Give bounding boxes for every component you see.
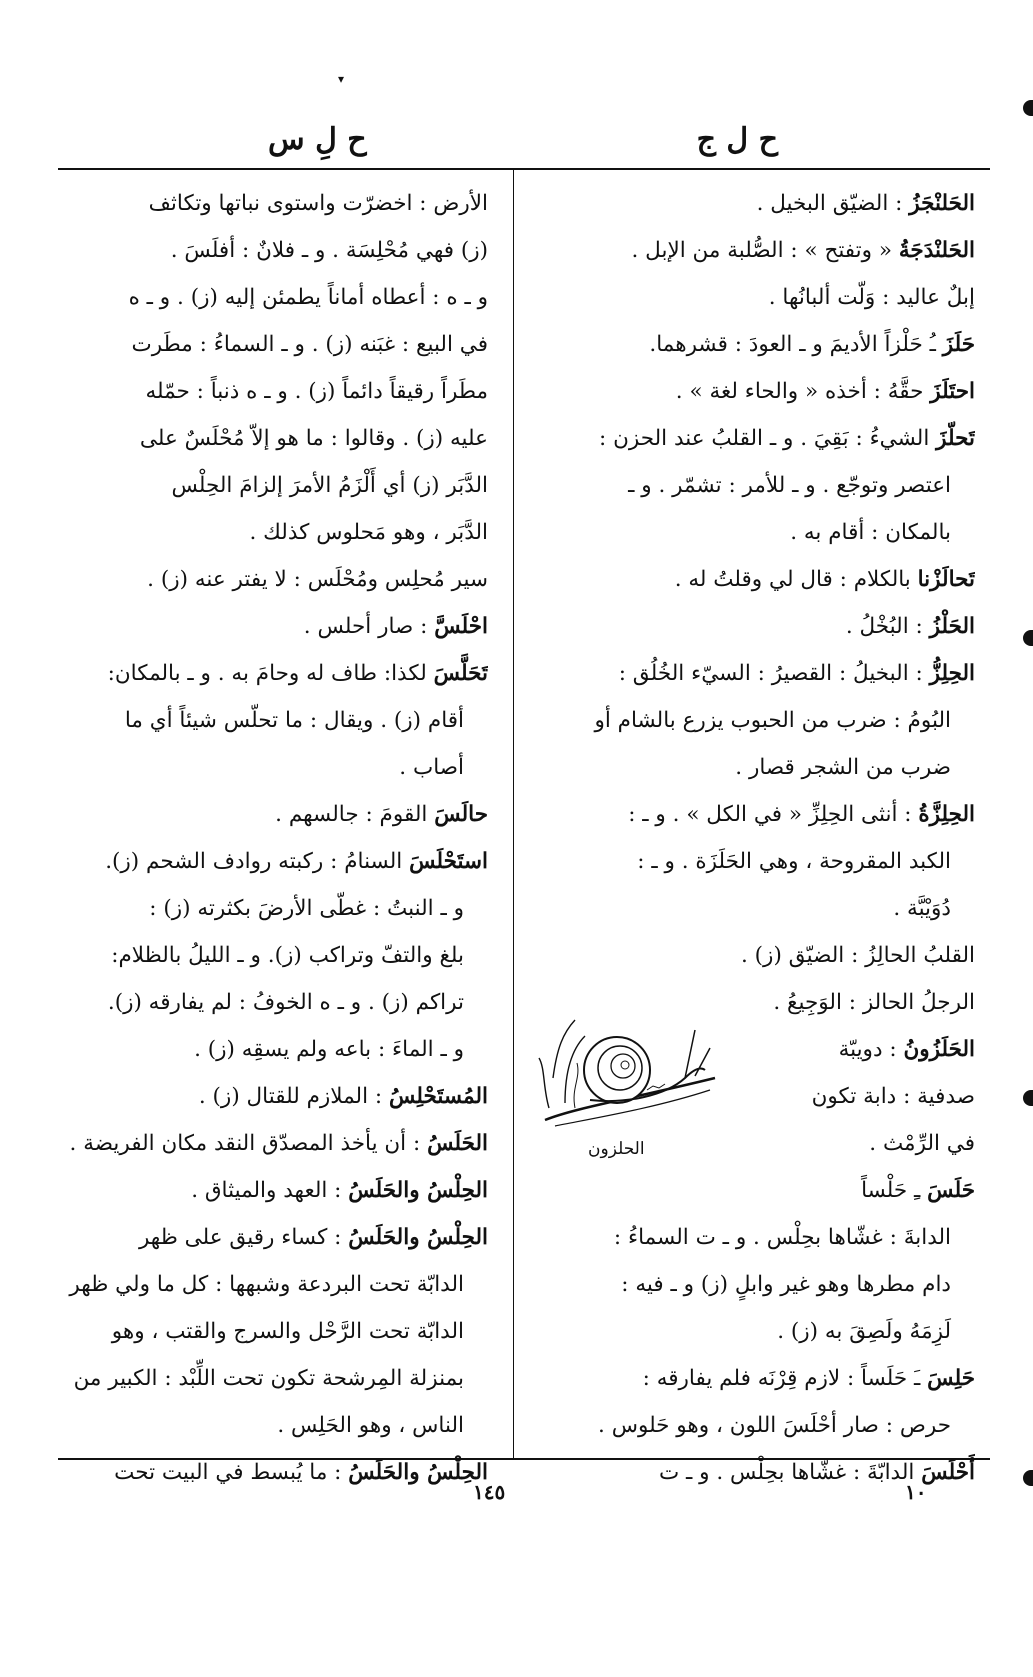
edge-mark [1023, 1090, 1033, 1106]
definition-text: إبلٌ عاليد : وَلّت ألبانُها . [768, 285, 975, 310]
right-entry-line [543, 744, 975, 791]
definition-text: : صار أحلس . [303, 614, 435, 639]
definition-text: الدابةَ : غشّاها بحِلْس . و ـ ت السماءُ : [613, 1225, 951, 1250]
left-entry-line [56, 697, 488, 744]
left-entry-line [56, 368, 488, 415]
right-entry-line [543, 838, 975, 885]
headword: الحَلَسُ [427, 1131, 488, 1156]
right-entry-line [543, 650, 975, 697]
headword: احْلَسَّ [434, 614, 488, 639]
column-divider [513, 168, 514, 1458]
left-entry-line [56, 1402, 488, 1449]
left-entry-line [56, 838, 488, 885]
right-entry-line [775, 1026, 975, 1073]
definition-text: (ز) فهي مُحْلِسَة . و ـ فلانٌ : أفلَسَ . [170, 238, 488, 263]
definition-text: : أنثى الحِلِزِّ « في الكل » . و ـ : [628, 802, 919, 827]
definition-text: : الملازم للقتال (ز) . [198, 1084, 389, 1109]
headword: استَحْلَسَ [409, 849, 488, 874]
definition-text: الدابّة تحت الرَّحْل والسرج والقتب ، وهو [111, 1319, 464, 1344]
left-entry-line [56, 932, 488, 979]
edge-mark [1023, 100, 1033, 116]
definition-text: : ما يُبسط في البيت تحت [114, 1460, 349, 1485]
definition-text: ضرب من الشجر قصار . [735, 755, 951, 780]
definition-text: : أن يأخذ المصدّق النقد مكان الفريضة . [69, 1131, 428, 1156]
right-entry-line [543, 227, 975, 274]
left-entry-line [56, 1449, 488, 1496]
right-entry-line [543, 1402, 975, 1449]
headword: الحَلْزُ [929, 614, 975, 639]
definition-text: صدفية : دابة تكون [811, 1084, 975, 1109]
definition-text: : دويبّة [838, 1037, 904, 1062]
headword: أَحْلَسَ [921, 1460, 975, 1485]
right-entry-line [543, 1261, 975, 1308]
left-entry-line [56, 556, 488, 603]
headword: الحِلْسُ والحَلَسُ [348, 1225, 488, 1250]
left-entry-line [56, 1308, 488, 1355]
definition-text: القومَ : جالسهم . [275, 802, 435, 827]
definition-text: الدَّبَر ، وهو مَحلوس كذلك . [249, 520, 488, 545]
headword: الحِلْسُ والحَلَسُ [348, 1460, 488, 1485]
left-entry-line [56, 1167, 488, 1214]
left-entry-line [56, 1214, 488, 1261]
definition-text: الرجلُ الحالز : الوَجِيعُ . [773, 990, 975, 1015]
headword: حَلَسَ [927, 1178, 975, 1203]
definition-text: مطَراً رقيقاً دائماً (ز) . و ـ ه ذنباً : حمّله [145, 379, 488, 404]
right-entry-line [543, 1214, 975, 1261]
right-entry-line [543, 791, 975, 838]
headword: الحِلِزُّ [929, 661, 975, 686]
right-column [543, 180, 975, 1496]
left-entry-line [56, 603, 488, 650]
headword: تَحالَزْنا [917, 567, 975, 592]
definition-text: في البيع : غبَنه (ز) . و ـ السماءُ : مطَرت [131, 332, 488, 357]
headword: تَحَلَّسَ [433, 661, 488, 686]
definition-text: حقَّهُ : أخذه « والحاء لغة » . [675, 379, 931, 404]
headword: الحِلْسُ والحَلَسُ [348, 1178, 488, 1203]
definition-text: ـُ حَلْزاً الأديمَ و ـ العودَ : قشرهما. [649, 332, 943, 357]
left-entry-line [56, 462, 488, 509]
right-entry-line [543, 1308, 975, 1355]
left-entry-line [56, 1120, 488, 1167]
page-number: ١٤٥ [473, 1480, 506, 1504]
definition-text: ـِ حَلْساً [861, 1178, 928, 1203]
figure-caption: الحلزون [588, 1139, 645, 1159]
headword: حَلَزَ [942, 332, 975, 357]
definition-text: الدابّة تحت البردعة وشبهها : كل ما ولي ظهر [69, 1272, 464, 1297]
headword: المُستَحْلِسُ [388, 1084, 488, 1109]
headword: احتَلَزَ [930, 379, 975, 404]
left-entry-line [56, 791, 488, 838]
print-mark: ▾ [338, 72, 345, 86]
definition-text: أقام (ز) . ويقال : ما تحلّس شيئاً أي ما [124, 708, 464, 733]
definition-text: السنامُ : ركبته روادف الشحم (ز). [105, 849, 410, 874]
right-entry-line [543, 932, 975, 979]
definition-text: تراكم (ز) . و ـ ه الخوفُ : لم يفارقه (ز). [107, 990, 464, 1015]
definition-text: الناس ، وهو الحَلِس . [277, 1413, 464, 1438]
definition-text: بلغ والتفّ وتراكب (ز). و ـ الليلُ بالظلام: [111, 943, 464, 968]
left-column [56, 180, 488, 1496]
definition-text: الشيءُ : بَقِيَ . و ـ القلبُ عند الحزن : [599, 426, 937, 451]
headword: الحَلَزُونُ [903, 1037, 975, 1062]
headword: حالَسَ [434, 802, 488, 827]
definition-text: البُومُ : ضرب من الحبوب يزرع بالشام أو [594, 708, 951, 733]
definition-text: بمنزلة المِرشحة تكون تحت اللِّبْد : الكبير من [73, 1366, 464, 1391]
left-entry-line [56, 415, 488, 462]
right-entry-line [543, 697, 975, 744]
definition-text: أصاب . [399, 755, 464, 780]
left-entry-line [56, 650, 488, 697]
definition-text: : الضيّق البخيل . [756, 191, 910, 216]
edge-mark [1023, 630, 1033, 646]
left-entry-line [56, 1026, 488, 1073]
right-entry-line [775, 1120, 975, 1167]
definition-text: دام مطرها وهو غير وابلٍ (ز) و ـ فيه : [621, 1272, 951, 1297]
definition-text: الكبد المقروحة ، وهي الحَلَزَة . و ـ : [637, 849, 951, 874]
right-entry-line [543, 556, 975, 603]
headword: الحِلِزَّةُ [918, 802, 975, 827]
definition-text: الدَّبَر (ز) أي أَلْزَمُ الأمرَ إلزامَ الحِلْس [171, 473, 488, 498]
definition-text: : كساء رقيق على ظهر [138, 1225, 349, 1250]
definition-text: الدابّةَ : غشّاها بحِلْس . و ـ ت [658, 1460, 922, 1485]
headword: حَلِسَ [927, 1366, 975, 1391]
left-entry-line [56, 744, 488, 791]
left-entry-line [56, 180, 488, 227]
definition-text: في الرِّمْث . [869, 1131, 975, 1156]
right-entry-line [775, 1167, 975, 1214]
left-column-root-header: ح لِ س [268, 122, 367, 157]
left-entry-line [56, 321, 488, 368]
right-entry-line [543, 885, 975, 932]
definition-text: ـَ حَلَساً : لازم قِرْنَه فلم يفارقه : [642, 1366, 928, 1391]
right-entry-line [543, 603, 975, 650]
edge-mark [1023, 1470, 1033, 1486]
definition-text: بالكلام : قال لي وقلتُ له . [674, 567, 918, 592]
definition-text: عليه (ز) . وقالوا : ما هو إلاّ مُحْلَسٌ على [139, 426, 488, 451]
definition-text: : البُخْلُ . [845, 614, 930, 639]
left-entry-line [56, 509, 488, 556]
snail-illustration [535, 1008, 725, 1158]
signature-mark: ١٠ [905, 1480, 927, 1504]
definition-text: و ـ الماءَ : باعه ولم يسقِه (ز) . [194, 1037, 464, 1062]
definition-text: : العهد والميثاق . [191, 1178, 349, 1203]
right-entry-line [543, 509, 975, 556]
definition-text: و ـ النبتُ : غطّى الأرضَ بكثرته (ز) : [149, 896, 464, 921]
right-column-root-header: ح ل ج [696, 122, 778, 157]
definition-text: لَزِمَهُ ولَصِقَ به (ز) . [777, 1319, 951, 1344]
left-entry-line [56, 979, 488, 1026]
left-entry-line [56, 227, 488, 274]
headword: الحَلنْجَزُ [909, 191, 975, 216]
right-entry-line [543, 1355, 975, 1402]
right-entry-line [543, 368, 975, 415]
right-entry-line [543, 415, 975, 462]
top-rule [58, 168, 990, 170]
left-entry-line [56, 885, 488, 932]
left-entry-line [56, 274, 488, 321]
definition-text: سير مُحلِس ومُحْلَس : لا يفتر عنه (ز) . [147, 567, 488, 592]
left-entry-line [56, 1073, 488, 1120]
headword: الحَلنْدَجَةُ [898, 238, 975, 263]
definition-text: : البخيلُ : القصيرُ : السيّء الخُلُق : [618, 661, 930, 686]
definition-text: الأرض : اخضرّت واستوى نباتها وتكاثف [148, 191, 488, 216]
right-entry-line [543, 180, 975, 227]
definition-text: و ـ ه : أعطاه أماناً يطمئن إليه (ز) . و ـ ه [128, 285, 488, 310]
definition-text: دُوَيْبَّة . [893, 896, 951, 921]
definition-text: « وتفتح » : الصُّلبة من الإبل . [631, 238, 899, 263]
definition-text: اعتصر وتوجّع . و ـ للأمر : تشمّر . و ـ [628, 473, 951, 498]
left-entry-line [56, 1355, 488, 1402]
right-entry-line [775, 1073, 975, 1120]
left-entry-line [56, 1261, 488, 1308]
right-entry-line [543, 274, 975, 321]
right-entry-line [543, 462, 975, 509]
headword: تَحلّزَ [936, 426, 975, 451]
definition-text: حرص : صار أحْلَسَ اللون ، وهو حَلوس . [598, 1413, 951, 1438]
definition-text: بالمكان : أقام به . [790, 520, 951, 545]
definition-text: القلبُ الحالِزُ : الضيّق (ز) . [741, 943, 975, 968]
right-entry-line [543, 321, 975, 368]
definition-text: لكذا: طاف له وحامَ به . و ـ بالمكان: [107, 661, 434, 686]
